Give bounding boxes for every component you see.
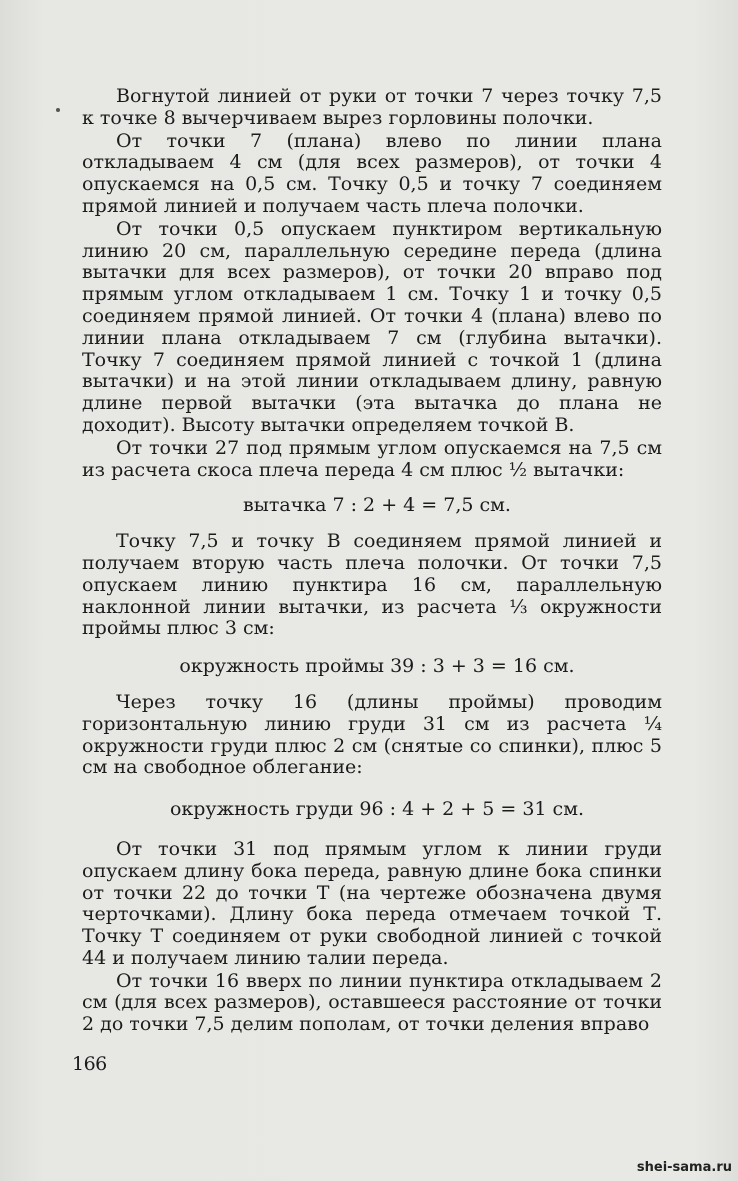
paragraph: От точки 31 под прямым углом к линии груди опускаем длину бока переда, равную длине бока спинки от точки 22 до точки Т (на чертеже обозначена двумя черточками). Длину бока переда отмечаем точкой Т. Точку Т соединяем от руки свободной линией с точкой 44 и получаем линию талии переда. bbox=[82, 837, 662, 969]
paragraph: Точку 7,5 и точку В соединяем прямой линией и получаем вторую часть плеча полочки. От точки 7,5 опускаем линию пунктира 16 см, параллельную наклонной линии вытачки, из расчета ⅓ окружности проймы плюс 3 см: bbox=[82, 530, 662, 640]
paragraph: От точки 0,5 опускаем пунктиром вертикальную линию 20 см, параллельную середине переда (длина вытачки для всех размеров), от точки 20 вправо под прямым углом откладываем 1 см. Точку 1 и точку 0,5 соединяем прямой линией. От точки 4 (плана) влево по линии плана откладываем 7 см (глубина вытачки). Точку 7 соединяем прямой линией с точкой 1 (длина вытачки) и на этой линии откладываем длину, равную длине первой вытачки (эта вытачка до плана не доходит). Высоту вытачки определяем точкой В. bbox=[82, 217, 662, 436]
formula-chest: окружность груди 96 : 4 + 2 + 5 = 31 см. bbox=[169, 798, 585, 821]
paragraph: Вогнутой линией от руки от точки 7 через точку 7,5 к точке 8 вычерчиваем вырез горловины полочки. bbox=[82, 85, 662, 129]
formula-dart: вытачка 7 : 2 + 4 = 7,5 см. bbox=[243, 494, 511, 517]
body-text bbox=[82, 86, 662, 1037]
page-number: 166 bbox=[72, 1053, 107, 1075]
paragraph: От точки 16 вверх по линии пунктира откладываем 2 см (для всех размеров), оставшееся расстояние от точки 2 до точки 7,5 делим пополам, от точки деления вправо bbox=[82, 969, 662, 1036]
print-speck bbox=[56, 108, 60, 112]
formula-armhole: окружность проймы 39 : 3 + 3 = 16 см. bbox=[179, 655, 575, 678]
site-watermark: shei-sama.ru bbox=[636, 1160, 732, 1175]
paragraph: Через точку 16 (длины проймы) проводим горизонтальную линию груди 31 см из расчета ¼ окружности груди плюс 2 см (снятые со спинки), плюс 5 см на свободное облегание: bbox=[82, 690, 662, 779]
paragraph: От точки 27 под прямым углом опускаемся на 7,5 см из расчета скоса плеча переда 4 см плюс ½ вытачки: bbox=[82, 436, 662, 481]
paragraph: От точки 7 (плана) влево по линии плана откладываем 4 см (для всех размеров), от точки 4 опускаемся на 0,5 см. Точку 0,5 и точку 7 соединяем прямой линией и получаем часть плеча полочки. bbox=[82, 129, 662, 217]
